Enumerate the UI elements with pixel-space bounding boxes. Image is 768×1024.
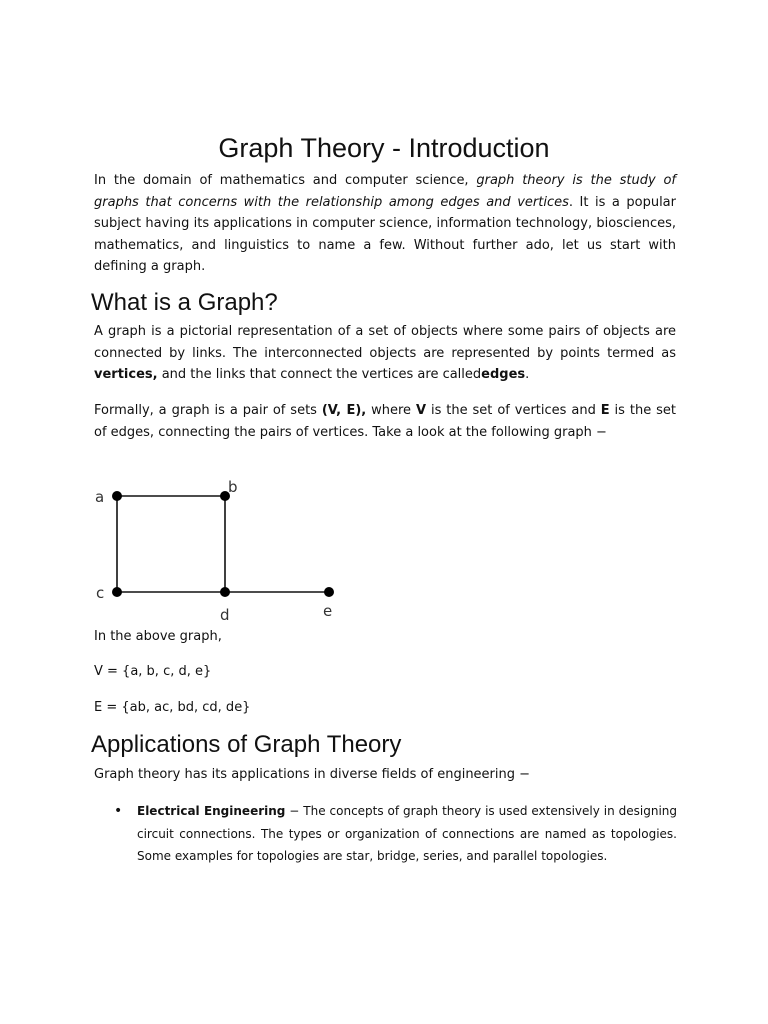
definition-text-1: A graph is a pictorial representation of a set of objects where some pairs of objects are connected by links. The interconnected objects are represented by points termed as	[94, 324, 676, 361]
section-heading-applications: Applications of Graph Theory	[91, 731, 402, 758]
formal-text-2: where	[366, 403, 416, 418]
term-ve-pair: (V, E),	[321, 403, 367, 418]
formal-text-3: is the set of vertices and	[426, 403, 601, 418]
term-v: V	[415, 403, 427, 418]
graph-vertex-label-a: a	[95, 488, 105, 506]
graph-vertex-label-c: c	[96, 584, 105, 602]
bullet-icon: •	[114, 803, 123, 819]
intro-italic-definition: graph theory is the study of graphs that concerns with the relationship among edges and vertices	[94, 173, 676, 210]
applications-intro: Graph theory has its applications in diverse fields of engineering −	[94, 767, 531, 782]
term-vertices: vertices,	[94, 367, 158, 382]
applications-list	[112, 800, 677, 868]
list-item-title: Electrical Engineering	[137, 804, 286, 818]
list-item-electrical-engineering	[112, 800, 677, 868]
graph-vertex-e	[324, 587, 334, 597]
intro-text-2: . It is a popular subject having its applications in computer science, information technology, biosciences, mathematics, and linguistics to name a few. Without further ado, let us start with defining a graph.	[94, 194, 676, 274]
vertex-set: V = {a, b, c, d, e}	[94, 664, 212, 679]
graph-definition-paragraph	[94, 321, 676, 386]
graph-vertex-d	[220, 587, 230, 597]
formal-definition-paragraph	[94, 400, 676, 443]
after-graph-text: In the above graph,	[94, 629, 222, 644]
formal-text-1: Formally, a graph is a pair of sets	[94, 403, 322, 418]
formal-text-4: is the set of edges, connecting the pairs of vertices. Take a look at the following graph −	[94, 403, 676, 440]
page-title: Graph Theory - Introduction	[218, 133, 550, 163]
term-e: E	[600, 403, 610, 418]
graph-vertex-c	[112, 587, 122, 597]
definition-text-3: .	[525, 367, 530, 382]
graph-vertex-label-e: e	[323, 602, 333, 620]
edge-set: E = {ab, ac, bd, cd, de}	[94, 700, 251, 715]
list-item-text: − The concepts of graph theory is used extensively in designing circuit connections. The types or organization of connections are named as topologies. Some examples for topologies are star, bridge, series, and parallel topologies.	[137, 804, 677, 863]
intro-text-1: In the domain of mathematics and computer science,	[94, 173, 477, 188]
term-edges: edges	[481, 367, 526, 382]
graph-vertex-a	[112, 491, 122, 501]
graph-vertex-label-d: d	[220, 606, 230, 624]
section-heading-what-is-graph: What is a Graph?	[91, 289, 278, 316]
graph-vertex-label-b: b	[228, 478, 238, 496]
definition-text-2: and the links that connect the vertices are called	[157, 367, 482, 382]
graph-diagram	[90, 474, 350, 624]
intro-paragraph	[94, 170, 676, 278]
